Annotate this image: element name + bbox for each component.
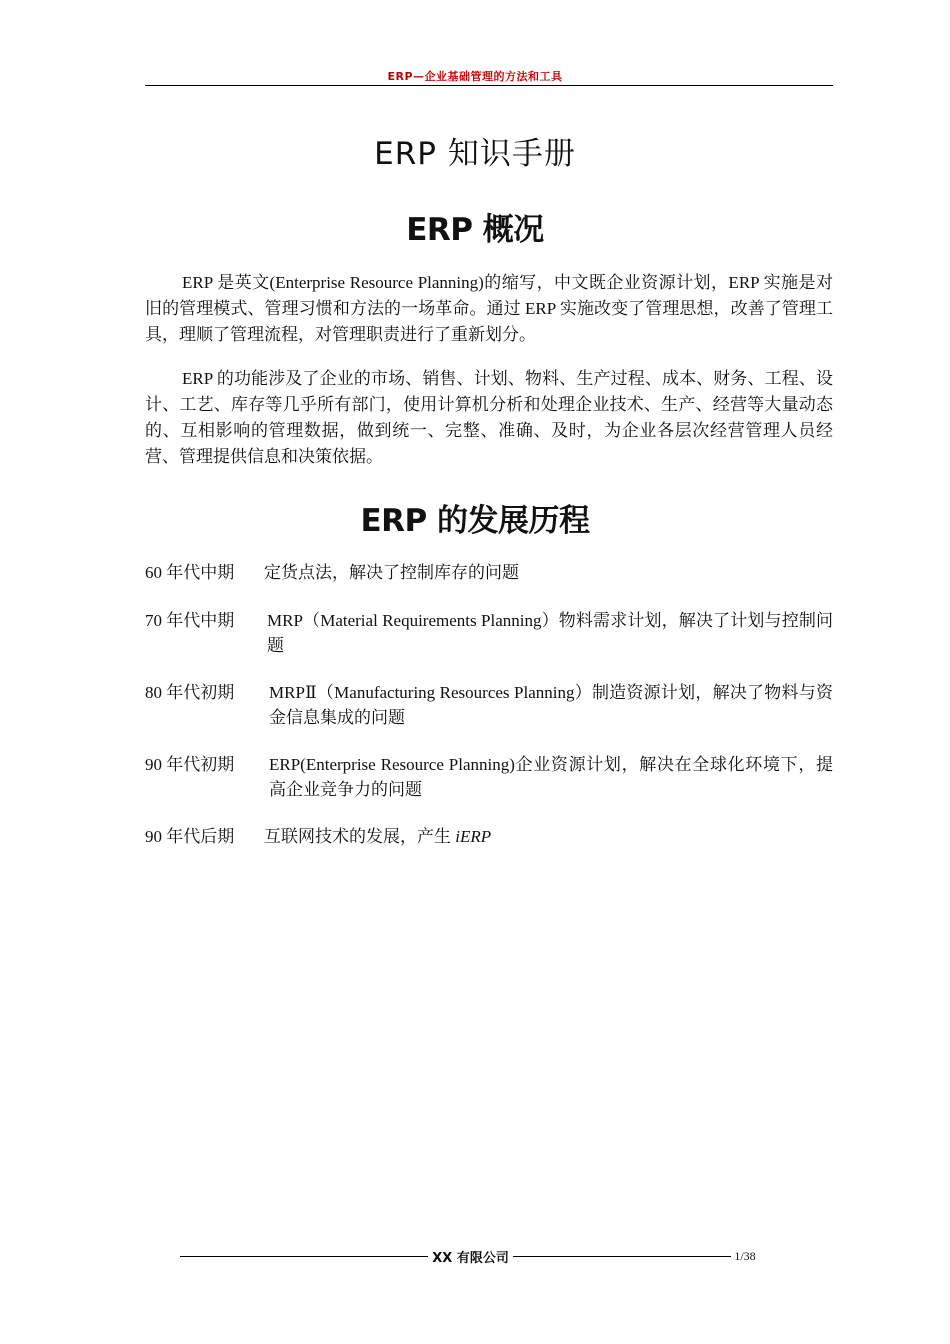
timeline-item bbox=[145, 752, 833, 802]
timeline-period: 60 年代中期 bbox=[145, 563, 235, 582]
page-footer bbox=[180, 1247, 780, 1266]
overview-paragraph-1: ERP 是英文(Enterprise Resource Planning)的缩写，中文既企业资源计划，ERP 实施是对旧的管理模式、管理习惯和方法的一场革命。通过 ERP 实施改变了管理思想，改善了管理工具，理顺了管理流程，对管理职责进行了重新划分。 bbox=[145, 273, 833, 344]
running-header: ERP—企业基础管理的方法和工具 bbox=[387, 70, 563, 83]
timeline-description: 定货点法，解决了控制库存的问题 bbox=[264, 563, 519, 582]
timeline-description bbox=[264, 824, 833, 849]
timeline-item bbox=[145, 608, 833, 658]
document-title: ERP 知识手册 bbox=[374, 136, 576, 172]
header-rule bbox=[145, 85, 833, 86]
timeline-description: ERP(Enterprise Resource Planning)企业资源计划，解决在全球化环境下，提高企业竞争力的问题 bbox=[269, 755, 833, 799]
timeline-period: 80 年代初期 bbox=[145, 683, 235, 702]
timeline-period: 90 年代初期 bbox=[145, 755, 235, 774]
timeline-period: 70 年代中期 bbox=[145, 611, 235, 630]
timeline-item bbox=[145, 824, 833, 849]
timeline-description: MRPⅡ（Manufacturing Resources Planning）制造资源计划，解决了物料与资金信息集成的问题 bbox=[269, 683, 833, 727]
timeline-emphasis: iERP bbox=[455, 827, 492, 846]
footer-rule-right bbox=[513, 1256, 731, 1257]
section-heading-history: ERP 的发展历程 bbox=[360, 503, 590, 539]
section-heading-overview: ERP 概况 bbox=[406, 212, 544, 248]
timeline-description-text: 互联网技术的发展，产生 bbox=[264, 827, 456, 846]
page-number: 1/38 bbox=[734, 1249, 756, 1263]
timeline-item bbox=[145, 560, 833, 585]
overview-paragraph-2: ERP 的功能涉及了企业的市场、销售、计划、物料、生产过程、成本、财务、工程、设计、工艺、库存等几乎所有部门，使用计算机分析和处理企业技术、生产、经营等大量动态的、互相影响的管理数据，做到统一、完整、准确、及时，为企业各层次经营管理人员经营、管理提供信息和决策依据。 bbox=[145, 369, 833, 466]
timeline-period: 90 年代后期 bbox=[145, 827, 235, 846]
footer-rule-left bbox=[180, 1256, 428, 1257]
footer-company: XX 有限公司 bbox=[432, 1251, 509, 1266]
timeline-description: MRP（Material Requirements Planning）物料需求计划，解决了计划与控制问题 bbox=[267, 611, 833, 655]
timeline-item bbox=[145, 680, 833, 730]
